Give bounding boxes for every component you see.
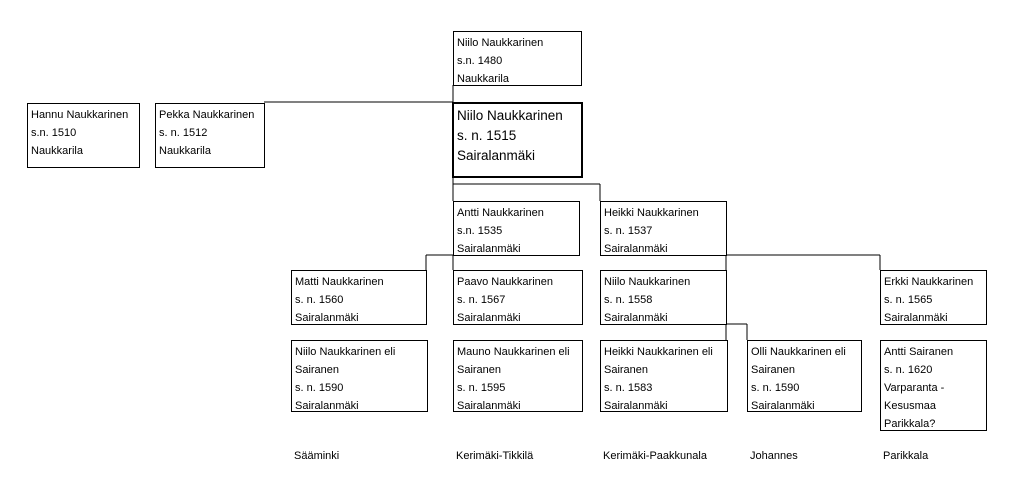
- person-box-heikki-1583: [600, 340, 728, 412]
- person-surname: Sairanen: [604, 364, 649, 376]
- person-name: Antti Sairanen: [884, 346, 954, 358]
- person-box-antti-1535: [453, 201, 580, 256]
- person-box-paavo-1567: [453, 270, 583, 325]
- person-name: Paavo Naukkarinen: [457, 276, 554, 288]
- person-name: Niilo Naukkarinen: [457, 37, 544, 49]
- place-label-parikkala: Parikkala: [883, 450, 929, 462]
- person-place: Sairalanmäki: [457, 148, 536, 163]
- person-place: Sairalanmäki: [604, 312, 668, 324]
- person-birth-year: s. n. 1620: [884, 364, 933, 376]
- person-place: Naukkarila: [159, 145, 211, 157]
- person-box-matti-1560: [291, 270, 427, 325]
- person-birth-year: s. n. 1515: [457, 128, 517, 143]
- person-birth-year: s. n. 1537: [604, 225, 653, 237]
- person-place: Sairalanmäki: [604, 400, 668, 412]
- person-box-niilo-1558: [600, 270, 727, 325]
- person-place: Parikkala?: [884, 418, 936, 430]
- person-name: Niilo Naukkarinen eli: [295, 346, 396, 358]
- person-place: Sairalanmäki: [457, 400, 521, 412]
- person-place: Naukkarila: [31, 145, 83, 157]
- person-name: Heikki Naukkarinen: [604, 207, 699, 219]
- person-birth-year: s. n. 1595: [457, 382, 506, 394]
- person-place: Naukkarila: [457, 73, 509, 85]
- person-box-niilo-1590: [291, 340, 428, 412]
- person-box-mauno-1595: [453, 340, 583, 412]
- person-name: Erkki Naukkarinen: [884, 276, 974, 288]
- person-name: Antti Naukkarinen: [457, 207, 544, 219]
- person-name: Niilo Naukkarinen: [604, 276, 691, 288]
- place-label-saaminki: Sääminki: [294, 450, 340, 462]
- person-place: Sairalanmäki: [604, 243, 668, 255]
- person-place: Sairalanmäki: [457, 312, 521, 324]
- person-birth-year: s.n. 1535: [457, 225, 503, 237]
- person-birth-year: s. n. 1560: [295, 294, 344, 306]
- person-place: Sairalanmäki: [751, 400, 815, 412]
- person-box-olli-1590: [747, 340, 862, 412]
- person-place: Varparanta -: [884, 382, 945, 394]
- place-label-johannes: Johannes: [750, 450, 798, 462]
- person-name: Pekka Naukkarinen: [159, 109, 255, 121]
- person-place: Sairalanmäki: [295, 312, 359, 324]
- person-box-niilo-1480: [453, 31, 582, 86]
- person-box-heikki-1537: [600, 201, 727, 256]
- person-surname: Sairanen: [295, 364, 340, 376]
- person-birth-year: s. n. 1583: [604, 382, 653, 394]
- person-box-erkki-1565: [880, 270, 987, 325]
- person-name: Olli Naukkarinen eli: [751, 346, 846, 358]
- person-birth-year: s.n. 1510: [31, 127, 77, 139]
- person-place: Sairalanmäki: [295, 400, 359, 412]
- place-label-kerimaki-paakkunala: Kerimäki-Paakkunala: [603, 450, 707, 462]
- person-birth-year: s. n. 1590: [295, 382, 344, 394]
- person-box-niilo-1515: [452, 102, 583, 178]
- person-birth-year: s. n. 1565: [884, 294, 933, 306]
- person-place: Sairalanmäki: [884, 312, 948, 324]
- person-place: Sairalanmäki: [457, 243, 521, 255]
- person-surname: Sairanen: [457, 364, 502, 376]
- person-name: Heikki Naukkarinen eli: [604, 346, 713, 358]
- person-box-antti-1620: [880, 340, 987, 431]
- person-name: Hannu Naukkarinen: [31, 109, 129, 121]
- person-box-hannu-1510: [27, 103, 140, 168]
- person-surname: Sairanen: [751, 364, 796, 376]
- person-birth-year: s. n. 1512: [159, 127, 208, 139]
- person-name: Niilo Naukkarinen: [457, 108, 563, 123]
- person-birth-year: s. n. 1558: [604, 294, 653, 306]
- person-birth-year: s. n. 1590: [751, 382, 800, 394]
- person-birth-year: s. n. 1567: [457, 294, 506, 306]
- person-box-pekka-1512: [155, 103, 265, 168]
- person-name: Mauno Naukkarinen eli: [457, 346, 570, 358]
- person-name: Matti Naukkarinen: [295, 276, 384, 288]
- person-place: Kesusmaa: [884, 400, 936, 412]
- place-label-kerimaki-tikkila: Kerimäki-Tikkilä: [456, 450, 534, 462]
- person-birth-year: s.n. 1480: [457, 55, 503, 67]
